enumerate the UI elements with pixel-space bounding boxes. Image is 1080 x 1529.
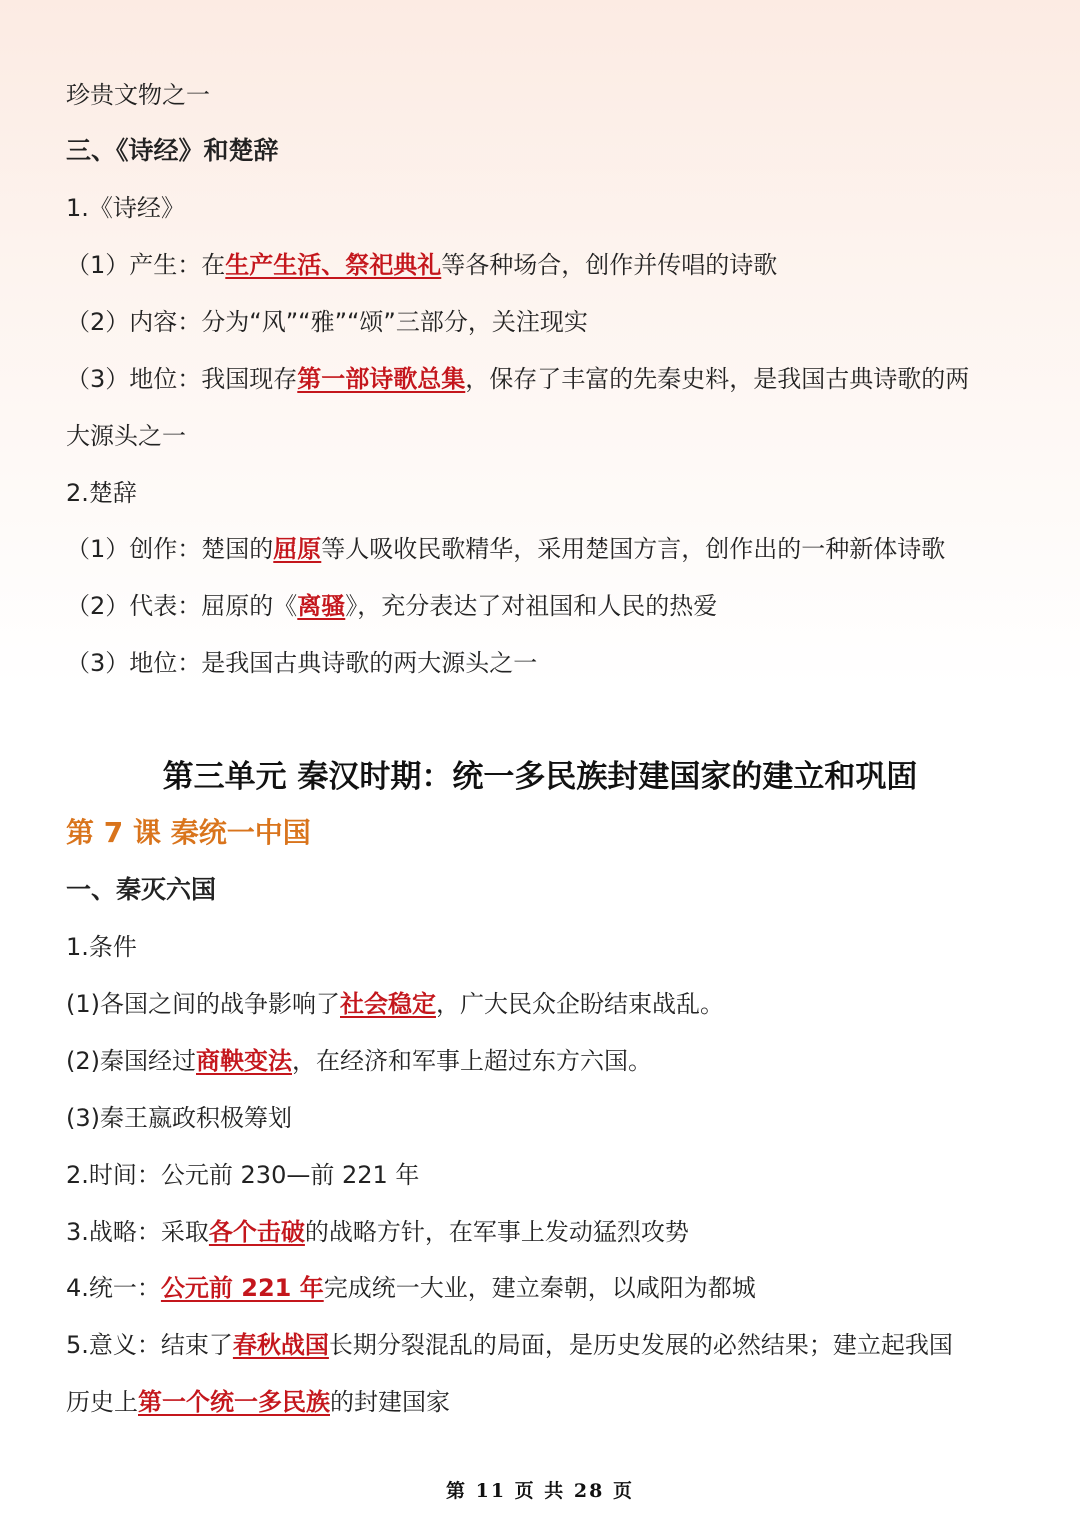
previous-paragraph-tail: 珍贵文物之一: [66, 81, 210, 109]
chuci-creation: （1）创作：楚国的屈原等人吸收民歌精华，采用楚国方言，创作出的一种新体诗歌: [66, 535, 946, 563]
section-heading-qin-conquest: 一、秦灭六国: [66, 875, 217, 904]
key-term: 公元前 221 年: [160, 1274, 324, 1302]
shijing-status-cont: 大源头之一: [66, 422, 186, 450]
key-term: 商鞅变法: [196, 1047, 292, 1075]
condition-3: (3)秦王嬴政积极筹划: [66, 1104, 292, 1132]
page-number: 第 11 页 共 28 页: [446, 1480, 634, 1502]
shijing-title: 1.《诗经》: [66, 194, 185, 222]
key-term: 春秋战国: [232, 1331, 329, 1359]
time: 2.时间：公元前 230—前 221 年: [66, 1161, 420, 1189]
significance-cont: 历史上第一个统一多民族的封建国家: [66, 1388, 450, 1416]
lesson-title: 第 7 课 秦统一中国: [66, 816, 311, 849]
unification: 4.统一：公元前 221 年完成统一大业，建立秦朝，以咸阳为都城: [66, 1274, 756, 1302]
key-term: 第一部诗歌总集: [297, 365, 466, 393]
section-heading-shijing-chuci: 三、《诗经》和楚辞: [66, 136, 279, 165]
key-term: 第一个统一多民族: [138, 1388, 330, 1416]
key-term: 各个击破: [208, 1218, 305, 1246]
key-term: 屈原: [273, 535, 322, 563]
significance: 5.意义：结束了春秋战国长期分裂混乱的局面，是历史发展的必然结果；建立起我国: [66, 1331, 953, 1359]
shijing-origin: （1）产生：在生产生活、祭祀典礼等各种场合，创作并传唱的诗歌: [66, 251, 778, 279]
condition-1: (1)各国之间的战争影响了社会稳定，广大民众企盼结束战乱。: [66, 990, 724, 1018]
key-term: 社会稳定: [340, 990, 436, 1018]
key-term: 生产生活、祭祀典礼: [225, 251, 442, 279]
condition-2: (2)秦国经过商鞅变法，在经济和军事上超过东方六国。: [66, 1047, 652, 1075]
chuci-status: （3）地位：是我国古典诗歌的两大源头之一: [66, 649, 538, 677]
chuci-representative: （2）代表：屈原的《离骚》，充分表达了对祖国和人民的热爱: [66, 592, 718, 620]
chuci-title: 2.楚辞: [66, 479, 137, 507]
strategy: 3.战略：采取各个击破的战略方针，在军事上发动猛烈攻势: [66, 1218, 689, 1246]
unit-title: 第三单元 秦汉时期：统一多民族封建国家的建立和巩固: [162, 759, 918, 795]
key-term: 离骚: [297, 592, 346, 620]
conditions-title: 1.条件: [66, 933, 137, 961]
shijing-content: （2）内容：分为“风”“雅”“颂”三部分，关注现实: [66, 308, 588, 336]
shijing-status: （3）地位：我国现存第一部诗歌总集，保存了丰富的先秦史料，是我国古典诗歌的两: [66, 365, 970, 393]
